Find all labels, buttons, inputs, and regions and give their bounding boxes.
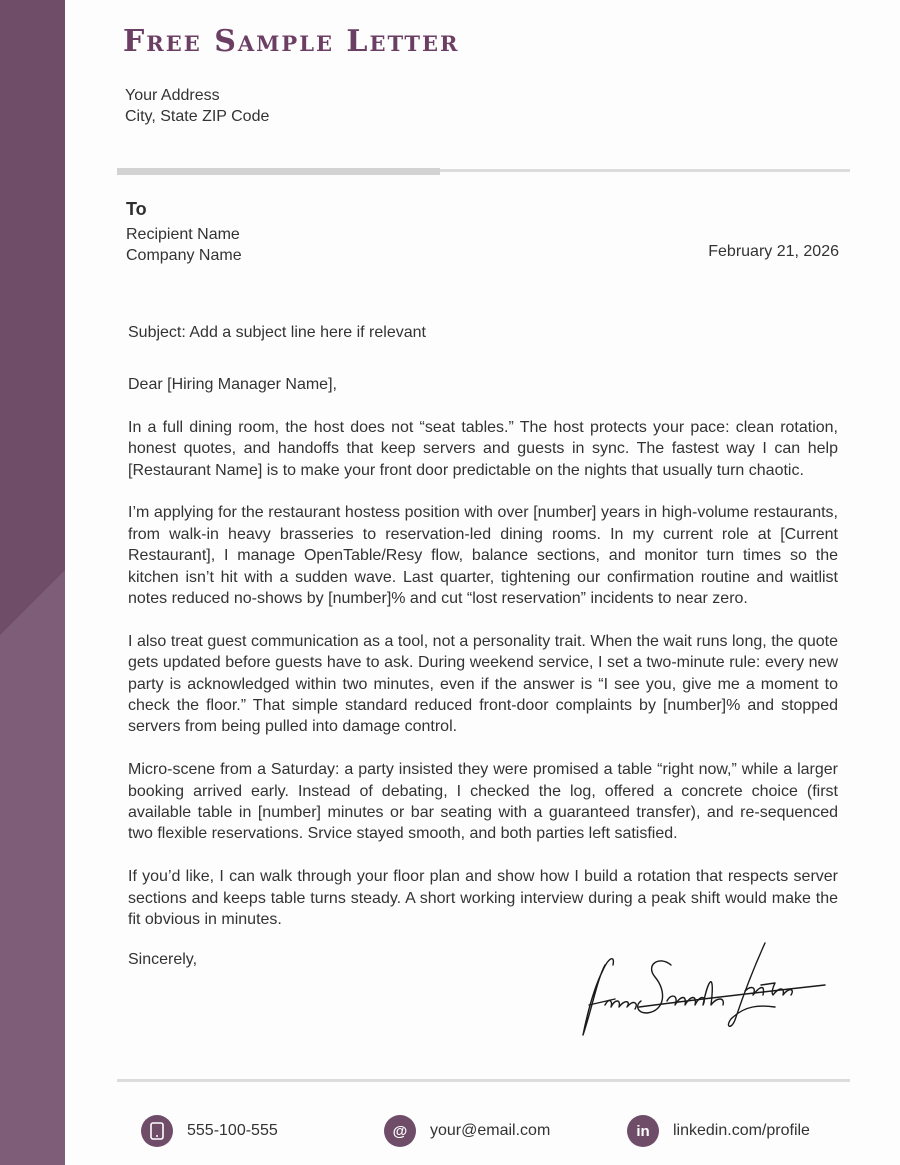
linkedin-icon: in: [627, 1115, 659, 1147]
footer-divider: [117, 1079, 850, 1082]
handwritten-signature: [575, 935, 835, 1045]
greeting: Dear [Hiring Manager Name],: [128, 376, 337, 393]
letter-title: Free Sample Letter: [123, 24, 460, 59]
contact-email[interactable]: [384, 1114, 550, 1148]
letter-date: February 21, 2026: [708, 243, 839, 260]
body-paragraph: In a full dining room, the host does not “seat tables.” The host protects your pace: clean rotation, honest quotes, and handoffs that keep servers and guests in sync. The fastest way I can help [Restaurant Name] is to make your front door predictable on the nights that usually turn chaotic.: [128, 418, 838, 479]
left-sidebar-band: [0, 0, 65, 1165]
linkedin-url[interactable]: linkedin.com/profile: [673, 1122, 810, 1139]
recipient-company: Company Name: [126, 247, 242, 264]
phone-number: 555-100-555: [187, 1122, 278, 1139]
sender-block: [125, 85, 269, 127]
body-paragraph: I also treat guest communication as a tool, not a personality trait. When the wait runs long, the quote gets updated before guests have to ask. During weekend service, I set a two-minute rule: every new party is acknowledged within two minutes, even if the answer is “I see you, give me a moment to check the floor.” That simple standard reduced front-door complaints by [number]% and stopped servers from being pulled into damage control.: [128, 632, 838, 736]
recipient-name: Recipient Name: [126, 226, 240, 243]
closing: Sincerely,: [128, 951, 198, 968]
header-divider-accent: [117, 168, 440, 175]
sender-address: Your Address: [125, 87, 220, 104]
body-paragraph: If you’d like, I can walk through your floor plan and show how I build a rotation that respects server sections and keeps table turns steady. A short working interview during a peak shift would make the fit obvious in minutes.: [128, 868, 838, 929]
body-paragraph: I’m applying for the restaurant hostess position with over [number] years in high-volume restaurants, from walk-in heavy brasseries to reservation-led dining rooms. In my current role at [Current Restaurant], I manage OpenTable/Resy flow, balance sections, and monitor turn times so the kitchen isn’t hit with a sudden wave. Last quarter, tightening our confirmation routine and waitlist notes reduced no-shows by [number]% and cut “lost reservation” incidents to near zero.: [128, 504, 838, 608]
email-address[interactable]: your@email.com: [430, 1122, 551, 1139]
contact-linkedin[interactable]: [627, 1114, 810, 1148]
sender-city-state-zip: City, State ZIP Code: [125, 108, 270, 125]
sidebar-shape: [0, 0, 65, 1165]
body-paragraph: Micro-scene from a Saturday: a party insisted they were promised a table “right now,” while a larger booking arrived early. Instead of debating, I checked the log, offered a concrete choice (first available table in [number] minutes or bar seating with a guaranteed transfer), and re-sequenced two flexible reservations. Srvice stayed smooth, and both parties left satisfied.: [128, 761, 838, 843]
subject-line: Subject: Add a subject line here if relevant: [128, 324, 426, 341]
letter-body: [128, 374, 838, 952]
at-sign-icon: @: [384, 1115, 416, 1147]
to-label: To: [126, 199, 147, 219]
contact-phone: [141, 1114, 278, 1148]
phone-icon: [141, 1115, 173, 1147]
recipient-block: [126, 224, 242, 266]
